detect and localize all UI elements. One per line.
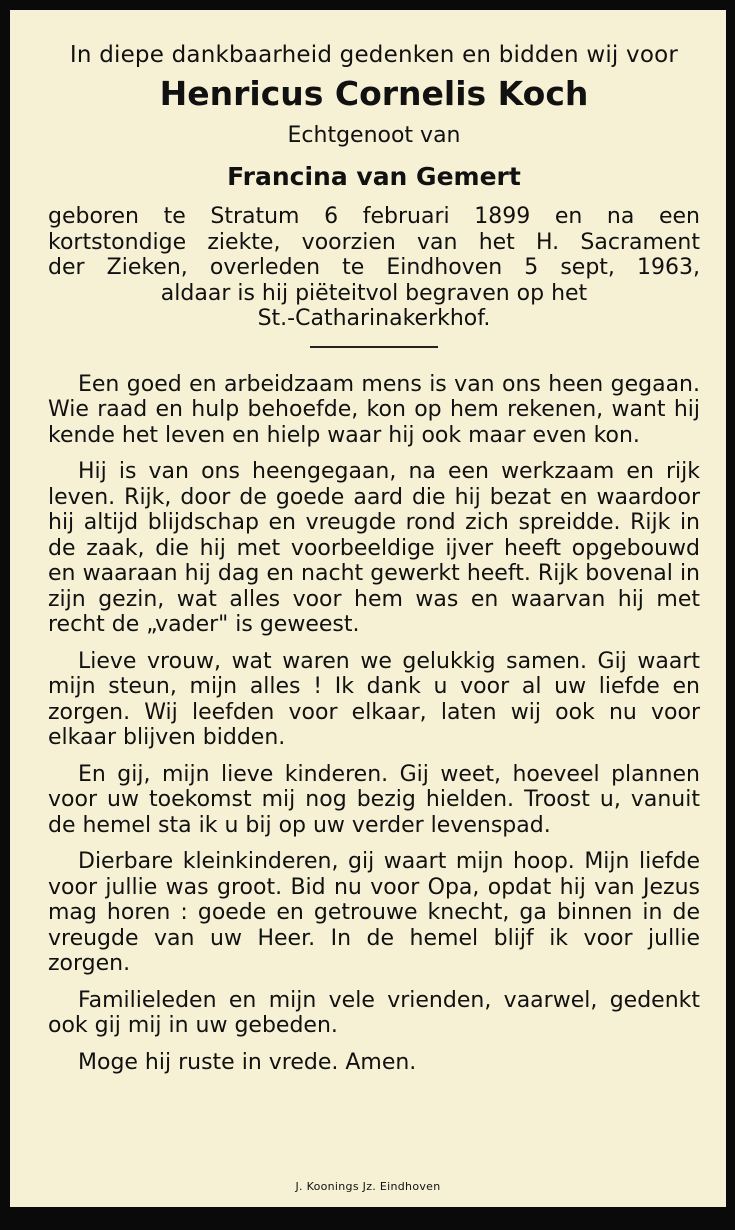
- bio-line: kortstondige ziekte, voorzien van het H. Sacrament: [48, 229, 700, 255]
- bio-line: St.-Catharinakerkhof.: [257, 306, 491, 331]
- bio-line: aldaar is hij piëteitvol begraven op het: [160, 280, 588, 306]
- paragraph: Familieleden en mijn vele vrienden, vaarwel, gedenkt ook gij mij in uw gebeden.: [48, 987, 700, 1038]
- bio-line: der Zieken, overleden te Eindhoven 5 sept, 1963,: [48, 255, 700, 280]
- intro-text: In diepe dankbaarheid gedenken en bidden wij voor: [69, 42, 679, 68]
- paragraph: Een goed en arbeidzaam mens is van ons heen gegaan. Wie raad en hulp behoefde, kon op hem rekenen, want hij kende het leven en hielp waar hij ook maar even kon.: [48, 371, 700, 448]
- memorial-card: [10, 10, 726, 1207]
- spouse-name: Francina van Gemert: [227, 162, 521, 191]
- printer-credit: J. Koonings Jz. Eindhoven: [295, 1180, 441, 1193]
- paragraph: Lieve vrouw, wat waren we gelukkig samen. Gij waart mijn steun, mijn alles ! Ik dank u voor al uw liefde en zorgen. Wij leefden voor elkaar, laten wij ook nu voor elkaar blijven bidden.: [48, 648, 700, 750]
- paragraph: Hij is van ons heengegaan, na een werkzaam en rijk leven. Rijk, door de goede aard die hij bezat en waardoor hij altijd blijdschap en vreugde rond zich spreidde. Rijk in de zaak, die hij met voorbeeldige ijver heeft opgebouwd en waaraan hij dag en nacht gewerkt heeft. Rijk bovenal in zijn gezin, wat alles voor hem was en waarvan hij met recht de „vader" is geweest.: [48, 459, 700, 637]
- paragraph: En gij, mijn lieve kinderen. Gij weet, hoeveel plannen voor uw toekomst mij nog bezig hielden. Troost u, vanuit de hemel sta ik u bij op uw verder levenspad.: [48, 761, 700, 838]
- paragraph: Dierbare kleinkinderen, gij waart mijn hoop. Mijn liefde voor jullie was groot. Bid nu voor Opa, opdat hij van Jezus mag horen : goede en getrouwe knecht, ga binnen in de vreugde van uw Heer. In de hemel blijf ik voor jullie zorgen.: [48, 849, 700, 976]
- bio-line: geboren te Stratum 6 februari 1899 en na een: [48, 204, 700, 229]
- paragraph: Moge hij ruste in vrede. Amen.: [78, 1049, 417, 1075]
- divider-rule: [310, 346, 438, 348]
- spouse-label: Echtgenoot van: [287, 123, 461, 148]
- deceased-name: Henricus Cornelis Koch: [159, 74, 589, 113]
- biography: [48, 204, 700, 332]
